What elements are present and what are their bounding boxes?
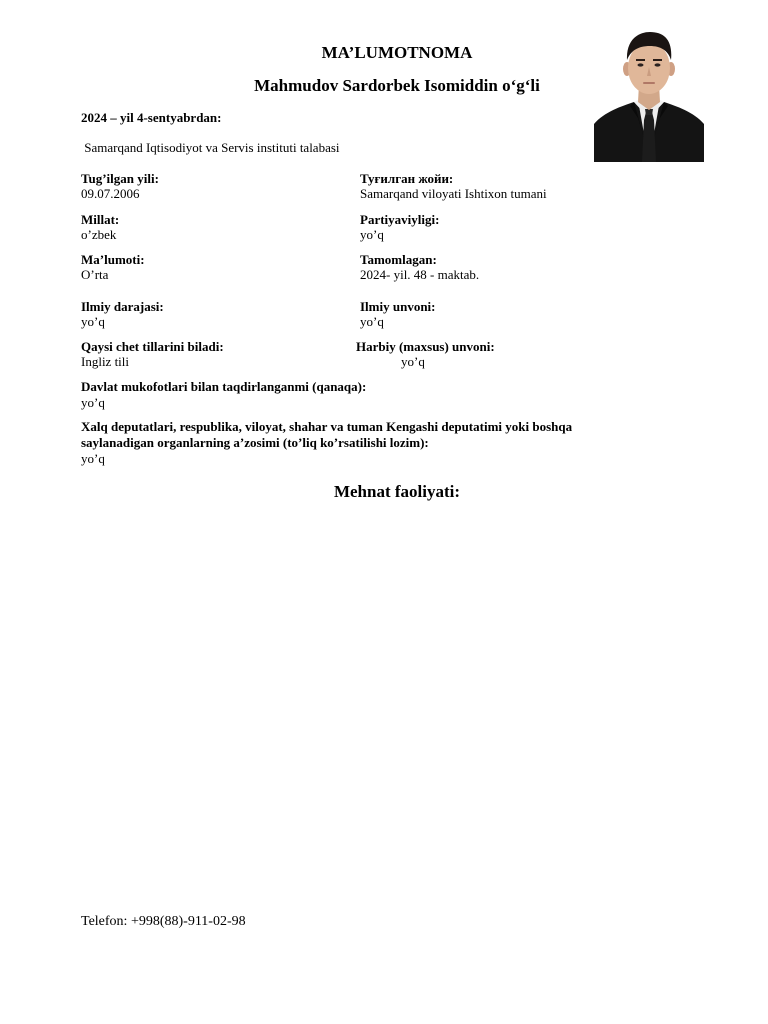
birth-place-value: Samarqand viloyati Ishtixon tumani (360, 186, 547, 201)
deputy-label-line1: Xalq deputatlari, respublika, viloyat, shahar va tuman Kengashi deputatimi yoki boshqa (81, 419, 573, 434)
languages-value: Ingliz tili (81, 354, 130, 369)
graduated-value: 2024- yil. 48 - maktab. (360, 267, 480, 282)
birth-year-label: Tug’ilgan yili: (81, 171, 159, 186)
awards-value: yo’q (81, 395, 105, 410)
academic-title-value: yo’q (360, 314, 384, 329)
education-value: O’rta (81, 267, 109, 282)
person-name: Mahmudov Sardorbek Isomiddin o‘g‘li (254, 76, 540, 95)
portrait-photo (594, 26, 704, 162)
academic-title-label: Ilmiy unvoni: (360, 299, 436, 314)
academic-degree-value: yo’q (81, 314, 105, 329)
work-history-heading: Mehnat faoliyati: (333, 482, 461, 501)
deputy-value: yo’q (81, 451, 105, 466)
military-rank-label: Harbiy (maxsus) unvoni: (356, 339, 495, 354)
nationality-value: o’zbek (81, 227, 117, 242)
education-label: Ma’lumoti: (81, 252, 145, 267)
nationality-label: Millat: (81, 212, 120, 227)
party-label: Partiyaviyligi: (360, 212, 440, 227)
since-date: 2024 – yil 4-sentyabrdan: (81, 110, 222, 125)
birth-year-value: 09.07.2006 (81, 186, 140, 201)
birth-place-label: Туғилган жойи: (360, 171, 454, 186)
awards-label: Davlat mukofotlari bilan taqdirlanganmi (qanaqa): (81, 379, 367, 394)
academic-degree-label: Ilmiy darajasi: (81, 299, 164, 314)
military-rank-value: yo’q (401, 354, 425, 369)
party-value: yo’q (360, 227, 384, 242)
current-position: Samarqand Iqtisodiyot va Servis instituti talabasi (81, 140, 340, 155)
phone-number: Telefon: +998(88)-911-02-98 (81, 914, 246, 929)
deputy-label-line2: saylanadigan organlarning a’zosimi (to’liq ko’rsatilishi lozim): (81, 435, 429, 450)
document-title: MA’LUMOTNOMA (321, 43, 473, 62)
languages-label: Qaysi chet tillarini biladi: (81, 339, 224, 354)
graduated-label: Tamomlagan: (360, 252, 437, 267)
